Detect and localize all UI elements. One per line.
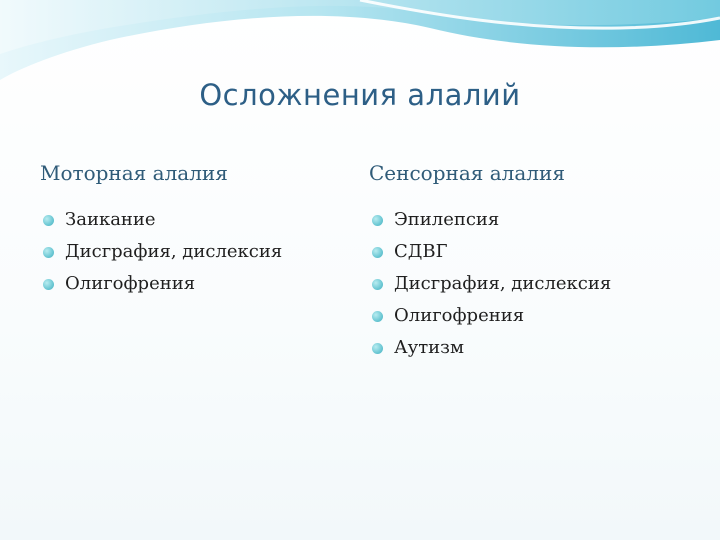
list-item [369,300,699,332]
list-item-text: Дисграфия, дислексия [394,273,612,294]
decorative-wave [0,0,720,90]
list-item [40,204,350,236]
right-column [369,158,699,364]
bullet-icon [43,215,54,226]
bullet-icon [372,215,383,226]
bullet-icon [372,311,383,322]
bullet-icon [43,247,54,258]
list-item-text: Олигофрения [394,305,525,326]
list-item-text: Заикание [65,209,156,230]
bullet-icon [372,343,383,354]
list-item-text: Дисграфия, дислексия [65,241,283,262]
list-item [40,268,350,300]
list-item-text: Аутизм [394,337,464,358]
column-heading-sensory: Сенсорная алалия [369,161,565,185]
bullet-icon [372,279,383,290]
left-column [40,158,350,300]
list-item [369,268,699,300]
list-item [369,332,699,364]
list-item [369,236,699,268]
complications-list-motor [40,204,350,300]
slide-title: Осложнения алалий [199,78,521,112]
list-item-text: СДВГ [394,241,448,262]
complications-list-sensory [369,204,699,364]
bullet-icon [372,247,383,258]
column-heading-motor: Моторная алалия [40,161,228,185]
list-item [40,236,350,268]
bullet-icon [43,279,54,290]
list-item-text: Эпилепсия [394,209,500,230]
list-item-text: Олигофрения [65,273,196,294]
list-item [369,204,699,236]
